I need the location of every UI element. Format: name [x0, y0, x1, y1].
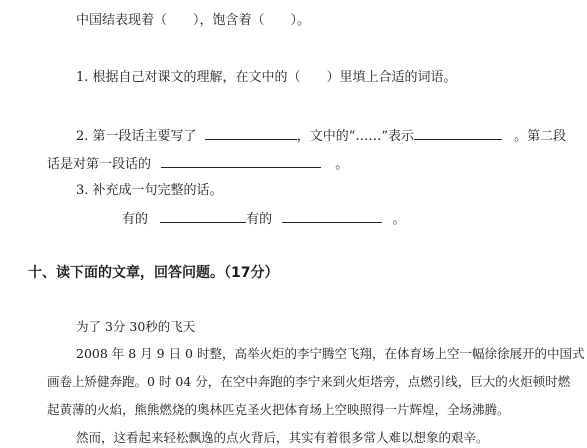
- line-top-text: 中国结表现着（ ），饱含着（ ）。: [76, 13, 311, 28]
- passage-text: 起黄薄的火焰，熊熊燃烧的奥林匹克圣火把体育场上空映照得一片辉煌，全场沸腾。: [47, 402, 510, 417]
- passage-line-4: [76, 429, 489, 447]
- question-1: [76, 69, 457, 87]
- question-3-word-1: 有的: [122, 212, 149, 227]
- passage-line-3: [47, 401, 510, 419]
- passage-text: 2008 年 8 月 9 日 0 时整，高举火炬的李宁腾空飞翔，在体育场上空一幅徐徐展开的中国式: [76, 346, 585, 361]
- answer-blank: [282, 209, 382, 223]
- section-heading: [28, 264, 278, 282]
- section-heading-text: 十、读下面的文章，回答问题。（17分）: [28, 265, 279, 281]
- passage-text: 然而，这看起来轻松飘逸的点火背后，其实有着很多常人难以想象的艰辛。: [76, 430, 489, 445]
- question-3: [76, 182, 223, 200]
- question-3-sentence: [122, 209, 405, 229]
- passage-text: 画卷上矫健奔跑。0 时 04 分，在空中奔跑的李宁来到火炬塔旁，点燃引线，巨大的火炬顿时燃: [47, 374, 571, 389]
- question-2-text-b: ，文中的“……”表示: [296, 129, 414, 144]
- question-2-line-1: [76, 126, 566, 146]
- answer-blank: [160, 209, 246, 223]
- passage-line-2: [47, 373, 570, 391]
- question-2-text-e: 。: [335, 157, 349, 172]
- question-2-text-c: 。第二段: [514, 129, 567, 144]
- question-2-line-2: [47, 154, 348, 174]
- question-1-text: 1. 根据自己对课文的理解，在文中的（ ）里填上合适的词语。: [76, 70, 457, 85]
- answer-blank: [414, 126, 502, 140]
- passage-title-text: 为了 3分 30秒的飞天: [76, 319, 196, 334]
- question-3-text: 3. 补充成一句完整的话。: [76, 183, 223, 198]
- question-3-end: 。: [392, 212, 406, 227]
- question-2-text-a: 2. 第一段话主要写了: [76, 129, 197, 144]
- answer-blank: [205, 126, 297, 140]
- question-3-word-2: 有的: [246, 212, 273, 227]
- passage-title: [76, 318, 195, 336]
- question-2-text-d: 话是对第一段话的: [47, 157, 152, 172]
- answer-blank: [161, 154, 321, 168]
- passage-line-1: [76, 345, 585, 363]
- line-top: [76, 12, 310, 30]
